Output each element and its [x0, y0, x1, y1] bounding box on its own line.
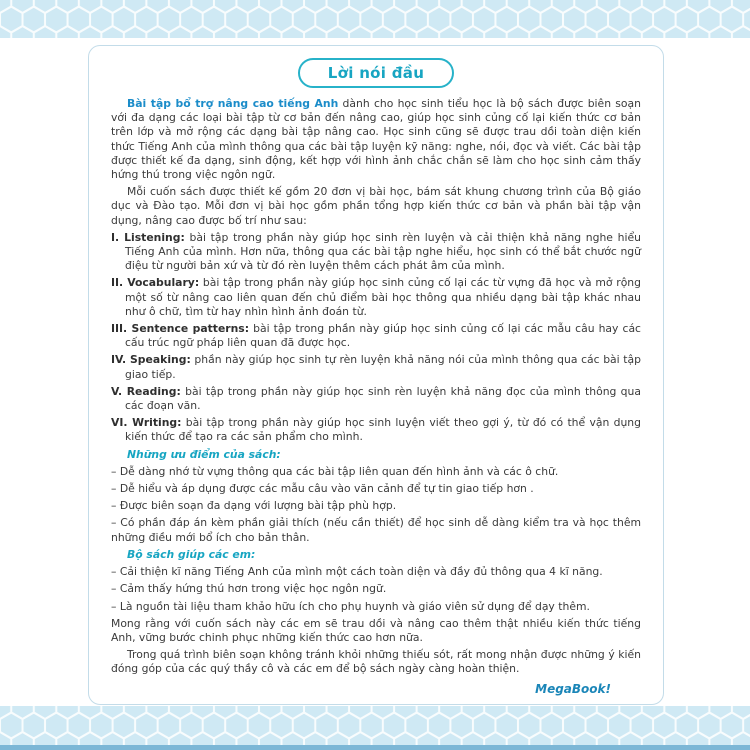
feature-item: – Dễ hiểu và áp dụng được các mẫu câu vào văn cảnh để tự tin giao tiếp hơn .	[111, 482, 534, 496]
section-speaking-text: phần này giúp học sinh tự rèn luyện khả năng nói của mình thông qua các bài tập giao tiếp.	[125, 353, 641, 381]
benefit-item: – Là nguồn tài liệu tham khảo hữu ích cho phụ huynh và giáo viên sử dụng để dạy thêm.	[111, 599, 590, 613]
section-writing-label: VI. Writing:	[111, 416, 182, 430]
section-writing-text: bài tập trong phần này giúp học sinh luyện viết theo gợi ý, từ đó có thể vận dụng kiến thức để tạo ra các sản phẩm cho mình.	[125, 416, 642, 444]
intro-paragraph	[111, 97, 641, 182]
section-sentence-patterns	[111, 322, 641, 350]
honeycomb-bottom-border	[0, 706, 750, 750]
section-reading-label: V. Reading:	[111, 384, 181, 398]
features-heading: Những ưu điểm của sách:	[127, 447, 281, 461]
closing-paragraph-hope: Mong rằng với cuốn sách này các em sẽ trau dồi và nâng cao thêm thật nhiều kiến thức tiếng Anh, vững bước chinh phục những kiến thức cao hơn nữa.	[111, 616, 641, 644]
section-reading	[111, 385, 641, 413]
section-reading-text: bài tập trong phần này giúp học sinh rèn luyện khả năng đọc của mình thông qua các đoạn văn.	[125, 384, 641, 413]
section-vocabulary-text: bài tập trong phần này giúp học sinh củng cố lại các từ vựng đã học và mở rộng một số từ nâng cao liên quan đến chủ điểm bài học thông qua nhiều dạng bài tập khác nhau như ô chữ, tìm từ hay nhìn hình ảnh đoán từ.	[125, 276, 641, 318]
honeycomb-pattern-bottom	[0, 706, 750, 750]
overview-paragraph: Mỗi cuốn sách được thiết kế gồm 20 đơn vị bài học, bám sát khung chương trình của Bộ giáo dục và Đào tạo. Mỗi đơn vị bài học gồm phần tổng hợp kiến thức cơ bản và phần bài tập vận dụng, nâng cao được bố trí như sau:	[111, 185, 641, 227]
section-listening-text: bài tập trong phần này giúp học sinh rèn luyện và cải thiện khả năng nghe hiểu Tiếng Anh của mình. Hơn nữa, thông qua các bài tập nghe hiểu, học sinh có thể bắt chước ngữ điệu từ người bản xứ và từ đó rèn luyện thêm cách phát âm của mình.	[125, 230, 641, 273]
honeycomb-pattern-top	[0, 0, 750, 38]
intro-text: dành cho học sinh tiểu học là bộ sách được biên soạn với đa dạng các loại bài tập từ cơ bản đến nâng cao, giúp học sinh củng cố lại kiến thức cơ bản trên lớp và mở rộng các dạng bài tập nâng cao. Học sinh cũng sẽ được trau dồi toàn diện kiến thức Tiếng Anh của mình thông qua các bài tập luyện kỹ năng: nghe, nói, đọc và viết. Các bài tập được thiết kế đa dạng, sinh động, kết hợp với hình ảnh chắc chắn sẽ làm cho học sinh cảm thấy hứng thú trong việc ngôn ngữ.	[111, 97, 641, 182]
section-listening-label: I. Listening:	[111, 230, 185, 244]
section-speaking-label: IV. Speaking:	[111, 353, 191, 367]
section-sentence-patterns-text: bài tập trong phần này giúp học sinh củng cố lại các mẫu câu hay các cấu trúc ngữ pháp liên quan đã được học.	[125, 322, 641, 350]
bottom-accent-strip	[0, 745, 750, 750]
section-vocabulary	[111, 276, 641, 319]
honeycomb-top-border	[0, 0, 750, 38]
book-series-name: Bài tập bổ trợ nâng cao tiếng Anh	[127, 97, 339, 110]
closing-paragraph-feedback: Trong quá trình biên soạn không tránh khỏi những thiếu sót, rất mong nhận được những ý kiến đóng góp của các quý thầy cô và các em để bộ sách ngày càng hoàn thiện.	[111, 648, 641, 676]
benefit-item: – Cải thiện kĩ năng Tiếng Anh của mình một cách toàn diện và đầy đủ thông qua 4 kĩ năng.	[111, 565, 603, 579]
feature-item: – Dễ dàng nhớ từ vựng thông qua các bài tập liên quan đến hình ảnh và các ô chữ.	[111, 464, 559, 478]
page-title: Lời nói đầu	[298, 58, 454, 88]
book-page	[88, 45, 664, 705]
section-vocabulary-label: II. Vocabulary:	[111, 276, 200, 290]
publisher-signature: MegaBook!	[535, 681, 611, 696]
title-container	[111, 58, 641, 88]
section-listening	[111, 231, 641, 274]
feature-item: – Được biên soạn đa dạng với lượng bài tập phù hợp.	[111, 499, 397, 513]
benefits-heading: Bộ sách giúp các em:	[127, 547, 256, 561]
section-writing	[111, 416, 641, 444]
feature-item: – Có phần đáp án kèm phần giải thích (nếu cần thiết) để học sinh dễ dàng kiểm tra và học thêm những điều mới bổ ích cho bản thân.	[111, 516, 641, 544]
section-sentence-patterns-label: III. Sentence patterns:	[111, 322, 250, 336]
section-speaking	[111, 353, 641, 381]
benefit-item: – Cảm thấy hứng thú hơn trong việc học ngôn ngữ.	[111, 582, 387, 596]
